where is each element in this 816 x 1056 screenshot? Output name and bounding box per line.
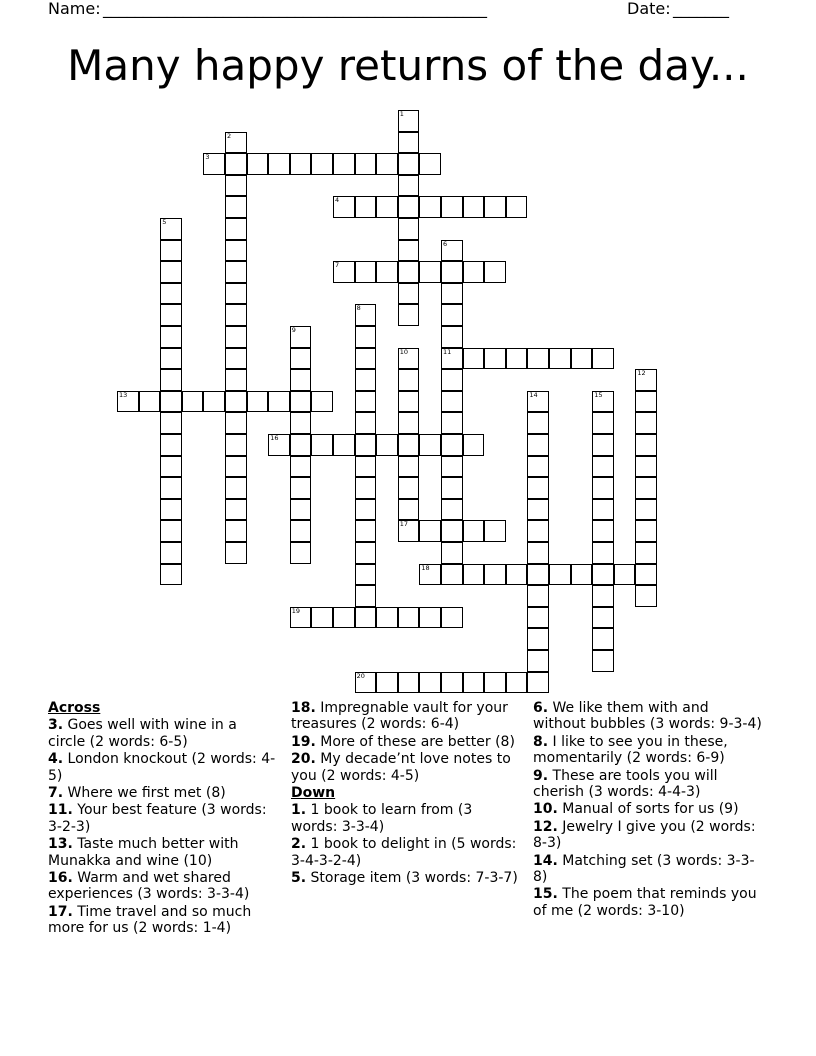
clue-number-label: 14 [529, 390, 538, 399]
crossword-cell[interactable] [527, 585, 549, 607]
crossword-cell[interactable] [160, 261, 182, 283]
across-clue-list [48, 717, 276, 936]
name-blank-line: ________________________________________________ [103, 0, 487, 18]
crossword-cell[interactable] [635, 564, 657, 586]
crossword-cell[interactable] [527, 628, 549, 650]
clue-number-label: 2 [227, 131, 232, 140]
crossword-cell[interactable] [441, 456, 463, 478]
crossword-cell[interactable] [419, 520, 441, 542]
crossword-cell[interactable] [398, 196, 420, 218]
crossword-cell[interactable] [182, 391, 204, 413]
clue-item [533, 801, 765, 817]
crossword-cell[interactable] [225, 240, 247, 262]
clue-number: 19. [291, 733, 316, 750]
crossword-cell[interactable] [635, 499, 657, 521]
crossword-cell[interactable] [571, 564, 593, 586]
clue-text: Your best feature (3 words: 3-2-3) [48, 802, 267, 835]
crossword-cell[interactable] [527, 499, 549, 521]
crossword-cell[interactable] [592, 499, 614, 521]
clue-item [48, 785, 276, 801]
crossword-cell[interactable] [463, 348, 485, 370]
clue-number: 11. [48, 802, 73, 819]
crossword-cell[interactable] [527, 456, 549, 478]
crossword-cell[interactable] [441, 304, 463, 326]
clue-number-label: 16 [270, 434, 279, 442]
crossword-cell[interactable] [592, 650, 614, 672]
clue-number-label: 13 [119, 390, 128, 399]
down-clue-list-continued [533, 700, 765, 919]
clue-text: My decade’nt love notes to you (2 words: 4-5) [291, 751, 511, 784]
crossword-cell[interactable] [355, 304, 377, 326]
crossword-cell[interactable] [635, 542, 657, 564]
crossword-cell[interactable] [398, 369, 420, 391]
crossword-cell[interactable] [398, 391, 420, 413]
crossword-cell[interactable] [290, 607, 312, 629]
crossword-cell[interactable] [225, 477, 247, 499]
crossword-cell[interactable] [311, 607, 333, 629]
clue-number: 1. [291, 802, 307, 819]
clue-item [291, 751, 521, 784]
crossword-cell[interactable] [268, 391, 290, 413]
clue-number-label: 6 [443, 239, 448, 248]
crossword-cell[interactable] [463, 261, 485, 283]
clue-text: Jewelry I give you (2 words: 8-3) [533, 818, 756, 852]
crossword-cell[interactable] [635, 434, 657, 456]
crossword-cell[interactable] [290, 542, 312, 564]
clue-number: 15. [533, 886, 558, 903]
clue-item [533, 734, 765, 767]
crossword-cell[interactable] [268, 434, 290, 456]
crossword-cell[interactable] [225, 283, 247, 305]
clue-text: 1 book to learn from (3 words: 3-3-4) [291, 802, 473, 835]
clue-item [48, 904, 276, 937]
down-clue-list [291, 802, 521, 886]
crossword-cell[interactable] [635, 477, 657, 499]
crossword-cell[interactable] [225, 369, 247, 391]
clue-text: More of these are better (8) [315, 733, 515, 750]
crossword-cell[interactable] [333, 153, 355, 175]
crossword-cell[interactable] [463, 196, 485, 218]
crossword-cell[interactable] [355, 261, 377, 283]
crossword-cell[interactable] [441, 672, 463, 694]
crossword-cell[interactable] [355, 542, 377, 564]
clue-item [533, 768, 765, 801]
crossword-cell[interactable] [160, 477, 182, 499]
crossword-cell[interactable] [592, 456, 614, 478]
crossword-cell[interactable] [160, 369, 182, 391]
clues-column-1 [48, 700, 276, 938]
crossword-cell[interactable] [463, 672, 485, 694]
crossword-cell[interactable] [398, 218, 420, 240]
crossword-cell[interactable] [635, 585, 657, 607]
crossword-cell[interactable] [441, 434, 463, 456]
clue-number: 8. [533, 733, 549, 750]
clue-text: The poem that reminds you of me (2 words: 3-10) [533, 886, 757, 919]
crossword-cell[interactable] [592, 348, 614, 370]
crossword-cell[interactable] [527, 607, 549, 629]
crossword-cell[interactable] [225, 196, 247, 218]
crossword-cell[interactable] [333, 434, 355, 456]
crossword-cell[interactable] [527, 542, 549, 564]
crossword-cell[interactable] [290, 326, 312, 348]
crossword-cell[interactable] [290, 153, 312, 175]
clue-number-label: 11 [443, 347, 452, 356]
clue-number-label: 20 [356, 671, 365, 680]
clue-number-label: 5 [162, 218, 167, 226]
clue-item [291, 870, 521, 886]
clue-item [291, 700, 521, 733]
clue-number-label: 8 [356, 304, 361, 313]
crossword-cell[interactable] [419, 564, 441, 586]
clue-number-label: 18 [421, 563, 430, 572]
across-clue-list-continued [291, 700, 521, 784]
crossword-cell[interactable] [398, 110, 420, 132]
crossword-cell[interactable] [441, 477, 463, 499]
across-heading: Across [48, 700, 101, 716]
crossword-cell[interactable] [290, 477, 312, 499]
clue-number-label: 3 [205, 153, 210, 162]
crossword-cell[interactable] [160, 391, 182, 413]
crossword-cell[interactable] [441, 196, 463, 218]
crossword-cell[interactable] [225, 132, 247, 154]
clue-text: These are tools you will cherish (3 words: 4-4-3) [533, 767, 718, 801]
crossword-cell[interactable] [635, 520, 657, 542]
crossword-cell[interactable] [441, 391, 463, 413]
crossword-cell[interactable] [355, 369, 377, 391]
crossword-cell[interactable] [160, 283, 182, 305]
down-heading: Down [291, 785, 336, 802]
clue-text: Matching set (3 words: 3-3-8) [533, 852, 755, 886]
crossword-cell[interactable] [419, 607, 441, 629]
crossword-cell[interactable] [225, 499, 247, 521]
crossword-cell[interactable] [290, 456, 312, 478]
crossword-cell[interactable] [527, 564, 549, 586]
crossword-cell[interactable] [527, 434, 549, 456]
crossword-cell[interactable] [527, 412, 549, 434]
crossword-cell[interactable] [398, 348, 420, 370]
crossword-cell[interactable] [398, 477, 420, 499]
crossword-cell[interactable] [398, 672, 420, 694]
crossword-cell[interactable] [398, 283, 420, 305]
crossword-cell[interactable] [355, 412, 377, 434]
crossword-cell[interactable] [355, 672, 377, 694]
crossword-cell[interactable] [333, 261, 355, 283]
crossword-cell[interactable] [614, 564, 636, 586]
crossword-cell[interactable] [484, 261, 506, 283]
crossword-cell[interactable] [160, 240, 182, 262]
crossword-cell[interactable] [398, 456, 420, 478]
crossword-cell[interactable] [592, 477, 614, 499]
clue-number-label: 10 [399, 347, 409, 356]
crossword-cell[interactable] [160, 456, 182, 478]
crossword-cell[interactable] [484, 672, 506, 694]
crossword-cell[interactable] [484, 348, 506, 370]
crossword-cell[interactable] [484, 196, 506, 218]
crossword-cell[interactable] [506, 672, 528, 694]
crossword-cell[interactable] [571, 348, 593, 370]
crossword-cell[interactable] [592, 607, 614, 629]
clue-number: 14. [533, 852, 558, 869]
clues-column-2 [291, 700, 521, 887]
crossword-cell[interactable] [376, 434, 398, 456]
crossword-cell[interactable] [225, 542, 247, 564]
crossword-cell[interactable] [160, 434, 182, 456]
clue-item [533, 886, 765, 919]
crossword-cell[interactable] [247, 153, 269, 175]
crossword-cell[interactable] [527, 477, 549, 499]
crossword-cell[interactable] [441, 499, 463, 521]
crossword-cell[interactable] [463, 564, 485, 586]
crossword-cell[interactable] [398, 261, 420, 283]
crossword-cell[interactable] [290, 434, 312, 456]
crossword-cell[interactable] [398, 412, 420, 434]
crossword-cell[interactable] [506, 564, 528, 586]
crossword-cell[interactable] [592, 520, 614, 542]
crossword-cell[interactable] [441, 348, 463, 370]
crossword-cell[interactable] [441, 542, 463, 564]
crossword-cell[interactable] [139, 391, 161, 413]
clue-item [48, 836, 276, 869]
crossword-cell[interactable] [398, 132, 420, 154]
crossword-cell[interactable] [527, 672, 549, 694]
clue-text: I like to see you in these, momentarily (2 words: 6-9) [533, 733, 728, 767]
crossword-cell[interactable] [441, 564, 463, 586]
crossword-cell[interactable] [160, 412, 182, 434]
crossword-cell[interactable] [203, 153, 225, 175]
clue-number-label: 7 [335, 261, 340, 270]
crossword-cell[interactable] [290, 412, 312, 434]
crossword-cell[interactable] [203, 391, 225, 413]
crossword-cell[interactable] [398, 240, 420, 262]
crossword-cell[interactable] [635, 456, 657, 478]
crossword-cell[interactable] [376, 607, 398, 629]
clue-number: 4. [48, 751, 64, 768]
clue-text: Time travel and so much more for us (2 words: 1-4) [48, 903, 252, 937]
crossword-cell[interactable] [290, 348, 312, 370]
crossword-cell[interactable] [225, 304, 247, 326]
crossword-cell[interactable] [333, 607, 355, 629]
crossword-cell[interactable] [441, 369, 463, 391]
crossword-cell[interactable] [225, 391, 247, 413]
clue-number: 6. [533, 700, 549, 716]
crossword-cell[interactable] [355, 434, 377, 456]
clue-text: Warm and wet shared experiences (3 words: 3-3-4) [48, 870, 250, 903]
crossword-cell[interactable] [247, 391, 269, 413]
crossword-cell[interactable] [355, 477, 377, 499]
crossword-cell[interactable] [355, 391, 377, 413]
date-blank-line: _______ [673, 0, 729, 18]
clue-number: 10. [533, 801, 558, 818]
crossword-cell[interactable] [635, 391, 657, 413]
crossword-cell[interactable] [398, 175, 420, 197]
clue-item [291, 734, 521, 750]
clue-number-label: 9 [291, 326, 296, 334]
clues-column-3 [533, 700, 765, 920]
crossword-cell[interactable] [355, 564, 377, 586]
clue-text: Manual of sorts for us (9) [557, 801, 739, 818]
date-label: Date: [627, 0, 671, 18]
crossword-cell[interactable] [290, 499, 312, 521]
clue-number: 2. [291, 836, 307, 853]
clue-text: 1 book to delight in (5 words: 3-4-3-2-4) [291, 836, 517, 869]
crossword-cell[interactable] [398, 153, 420, 175]
crossword-cell[interactable] [398, 499, 420, 521]
crossword-cell[interactable] [635, 369, 657, 391]
clue-number: 18. [291, 700, 316, 716]
crossword-cell[interactable] [376, 672, 398, 694]
clue-number: 20. [291, 751, 316, 768]
clue-item [48, 870, 276, 903]
crossword-cell[interactable] [225, 348, 247, 370]
crossword-cell[interactable] [398, 304, 420, 326]
clue-number: 13. [48, 836, 73, 853]
clue-number: 5. [291, 870, 307, 887]
crossword-cell[interactable] [290, 391, 312, 413]
crossword-cell[interactable] [225, 175, 247, 197]
crossword-cell[interactable] [333, 196, 355, 218]
crossword-cell[interactable] [441, 607, 463, 629]
crossword-cell[interactable] [549, 348, 571, 370]
crossword-cell[interactable] [398, 520, 420, 542]
clue-item [48, 717, 276, 750]
crossword-cell[interactable] [160, 304, 182, 326]
crossword-cell[interactable] [225, 434, 247, 456]
crossword-cell[interactable] [355, 196, 377, 218]
crossword-cell[interactable] [355, 326, 377, 348]
name-label: Name: [48, 0, 101, 18]
clue-text: Impregnable vault for your treasures (2 words: 6-4) [291, 700, 508, 733]
clue-number-label: 19 [291, 606, 301, 615]
crossword-cell[interactable] [355, 456, 377, 478]
clue-item [291, 836, 521, 869]
crossword-cell[interactable] [398, 434, 420, 456]
clue-number: 7. [48, 785, 64, 802]
crossword-cell[interactable] [592, 564, 614, 586]
clue-text: We like them with and without bubbles (3 words: 9-3-4) [533, 700, 762, 733]
clue-item [533, 819, 765, 852]
clue-number: 17. [48, 903, 73, 920]
clue-number: 9. [533, 767, 549, 784]
clue-item [533, 700, 765, 733]
clue-text: Where we first met (8) [63, 785, 226, 802]
crossword-cell[interactable] [463, 520, 485, 542]
crossword-cell[interactable] [311, 434, 333, 456]
crossword-cell[interactable] [484, 520, 506, 542]
crossword-cell[interactable] [441, 283, 463, 305]
clue-number-label: 4 [335, 196, 340, 205]
crossword-cell[interactable] [419, 434, 441, 456]
clue-number: 3. [48, 717, 64, 734]
clue-number-label: 17 [399, 520, 409, 529]
crossword-cell[interactable] [527, 348, 549, 370]
crossword-cell[interactable] [160, 499, 182, 521]
crossword-cell[interactable] [592, 585, 614, 607]
crossword-cell[interactable] [484, 564, 506, 586]
crossword-cell[interactable] [160, 542, 182, 564]
clue-text: London knockout (2 words: 4-5) [48, 751, 276, 784]
crossword-cell[interactable] [441, 261, 463, 283]
crossword-cell[interactable] [635, 412, 657, 434]
crossword-cell[interactable] [225, 218, 247, 240]
crossword-cell[interactable] [355, 499, 377, 521]
crossword-cell[interactable] [355, 153, 377, 175]
crossword-cell[interactable] [419, 196, 441, 218]
clue-number: 12. [533, 818, 558, 835]
crossword-cell[interactable] [441, 240, 463, 262]
crossword-cell[interactable] [355, 520, 377, 542]
crossword-cell[interactable] [355, 585, 377, 607]
clue-item [48, 802, 276, 835]
crossword-cell[interactable] [419, 153, 441, 175]
crossword-cell[interactable] [527, 650, 549, 672]
crossword-cell[interactable] [160, 326, 182, 348]
crossword-cell[interactable] [160, 218, 182, 240]
clue-text: Storage item (3 words: 7-3-7) [306, 870, 518, 887]
crossword-cell[interactable] [311, 391, 333, 413]
clue-item [291, 802, 521, 835]
clue-number-label: 1 [399, 110, 404, 118]
crossword-cell[interactable] [225, 456, 247, 478]
crossword-cell[interactable] [463, 434, 485, 456]
crossword-cell[interactable] [290, 369, 312, 391]
crossword-cell[interactable] [592, 628, 614, 650]
crossword-cell[interactable] [355, 607, 377, 629]
clue-number-label: 12 [637, 369, 646, 378]
crossword-cell[interactable] [117, 391, 139, 413]
crossword-cell[interactable] [225, 520, 247, 542]
page-title: Many happy returns of the day... [67, 41, 749, 90]
crossword-cell[interactable] [160, 348, 182, 370]
clue-text: Goes well with wine in a circle (2 words: 6-5) [48, 717, 237, 750]
crossword-cell[interactable] [376, 196, 398, 218]
clue-item [48, 751, 276, 784]
crossword-cell[interactable] [441, 326, 463, 348]
crossword-cell[interactable] [311, 153, 333, 175]
clue-text: Taste much better with Munakka and wine (10) [48, 836, 239, 869]
crossword-cell[interactable] [506, 348, 528, 370]
clue-number-label: 15 [594, 390, 603, 399]
crossword-cell[interactable] [419, 261, 441, 283]
clue-number: 16. [48, 870, 73, 887]
crossword-cell[interactable] [376, 153, 398, 175]
crossword-cell[interactable] [355, 348, 377, 370]
crossword-cell[interactable] [592, 434, 614, 456]
crossword-cell[interactable] [160, 564, 182, 586]
crossword-cell[interactable] [549, 564, 571, 586]
crossword-cell[interactable] [225, 261, 247, 283]
crossword-cell[interactable] [376, 261, 398, 283]
crossword-cell[interactable] [506, 196, 528, 218]
crossword-cell[interactable] [441, 520, 463, 542]
crossword-cell[interactable] [225, 412, 247, 434]
crossword-cell[interactable] [592, 391, 614, 413]
crossword-cell[interactable] [290, 520, 312, 542]
crossword-cell[interactable] [225, 326, 247, 348]
crossword-cell[interactable] [527, 391, 549, 413]
clue-item [533, 853, 765, 886]
crossword-cell[interactable] [592, 542, 614, 564]
crossword-cell[interactable] [419, 672, 441, 694]
crossword-cell[interactable] [527, 520, 549, 542]
crossword-cell[interactable] [268, 153, 290, 175]
crossword-cell[interactable] [592, 412, 614, 434]
crossword-cell[interactable] [160, 520, 182, 542]
crossword-cell[interactable] [441, 412, 463, 434]
crossword-cell[interactable] [398, 607, 420, 629]
crossword-cell[interactable] [225, 153, 247, 175]
